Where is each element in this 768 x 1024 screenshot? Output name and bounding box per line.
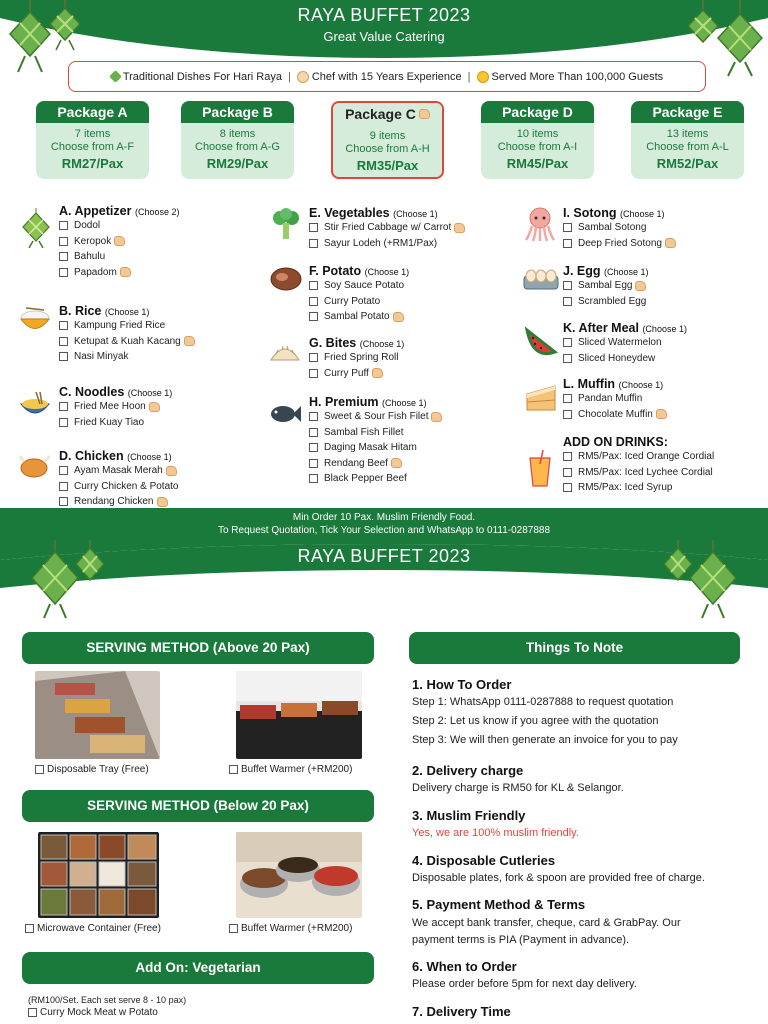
- ketupat-icon: [109, 70, 122, 83]
- checkbox[interactable]: [309, 428, 318, 437]
- checkbox[interactable]: [59, 418, 68, 427]
- footer-line-2: To Request Quotation, Tick Your Selection and WhatsApp to 0111-0287888: [217, 525, 551, 536]
- chef-icon: [297, 71, 309, 83]
- note-muslim-friendly-text: Yes, we are 100% muslim friendly.: [412, 827, 579, 839]
- menu-item[interactable]: Dodol: [59, 218, 179, 234]
- menu-item[interactable]: Kampung Fried Rice: [59, 318, 195, 334]
- disposable-tray-photo: [35, 671, 160, 759]
- note-cutleries-text: Disposable plates, fork & spoon are provided free of charge.: [412, 872, 705, 884]
- note-delivery-time-title: 7. Delivery Time: [412, 1004, 511, 1019]
- checkbox[interactable]: [309, 369, 318, 378]
- note-payment-text-1: We accept bank transfer, cheque, card & GrabPay. Our: [412, 917, 681, 929]
- category-title: F. Potato (Choose 1): [309, 264, 410, 278]
- category-title: E. Vegetables (Choose 1): [309, 206, 438, 220]
- thumbs-up-icon: [149, 402, 160, 412]
- menu-item[interactable]: Deep Fried Sotong: [563, 236, 676, 252]
- package-name: Package C: [333, 103, 442, 125]
- checkbox[interactable]: [28, 1008, 37, 1017]
- category-title: C. Noodles (Choose 1): [59, 385, 173, 399]
- checkbox[interactable]: [563, 452, 572, 461]
- checkbox[interactable]: [563, 223, 572, 232]
- serving-below-header: SERVING METHOD (Below 20 Pax): [22, 790, 374, 822]
- thumbs-up-icon: [393, 312, 404, 322]
- rice-bowl-icon: [18, 304, 52, 336]
- fish-icon: [268, 400, 302, 428]
- ketupat-icon: [20, 208, 52, 248]
- menu-item[interactable]: Ketupat & Kuah Kacang: [59, 334, 195, 350]
- menu-item[interactable]: Sliced Watermelon: [563, 335, 687, 351]
- menu-item[interactable]: Sambal Fish Fillet: [309, 425, 442, 441]
- menu-item[interactable]: Scrambled Egg: [563, 294, 649, 310]
- checkbox[interactable]: [309, 474, 318, 483]
- page-subtitle: Great Value Catering: [323, 29, 445, 44]
- category-title: ADD ON DRINKS:: [563, 435, 668, 449]
- package-d-card[interactable]: [481, 101, 594, 179]
- package-price: RM29/Pax: [206, 156, 269, 171]
- thumbs-up-icon: [431, 412, 442, 422]
- category-muffin: [563, 377, 667, 422]
- option-curry-mock-meat[interactable]: Curry Mock Meat w Potato: [28, 1007, 158, 1018]
- checkbox[interactable]: [563, 297, 572, 306]
- package-items: 10 items: [516, 128, 559, 140]
- note-step-1: Step 1: WhatsApp 0111-0287888 to request quotation: [412, 696, 674, 708]
- category-add-on-drinks: [563, 435, 714, 496]
- category-title: J. Egg (Choose 1): [563, 264, 649, 278]
- divider: |: [287, 70, 291, 83]
- thumbs-up-icon: [120, 267, 131, 277]
- package-range: Choose from A-I: [497, 141, 578, 153]
- menu-item[interactable]: Daging Masak Hitam: [309, 440, 442, 456]
- dumpling-icon: [268, 340, 302, 368]
- menu-item[interactable]: Ayam Masak Merah: [59, 463, 179, 479]
- menu-item[interactable]: Black Pepper Beef: [309, 471, 442, 487]
- category-title: H. Premium (Choose 1): [309, 395, 427, 409]
- checkbox[interactable]: [59, 237, 68, 246]
- menu-item[interactable]: Sambal Sotong: [563, 220, 676, 236]
- page2-title: RAYA BUFFET 2023: [297, 546, 471, 566]
- checkbox[interactable]: [563, 354, 572, 363]
- checkbox[interactable]: [309, 459, 318, 468]
- page-title: RAYA BUFFET 2023: [297, 5, 471, 25]
- drink-icon: [527, 450, 553, 488]
- menu-item[interactable]: Sambal Egg: [563, 278, 649, 294]
- menu-item[interactable]: RM5/Pax: Iced Lychee Cordial: [563, 465, 714, 481]
- veg-note: (RM100/Set. Each set serve 8 - 10 pax): [28, 995, 187, 1005]
- menu-item[interactable]: Curry Chicken & Potato: [59, 479, 179, 495]
- menu-item[interactable]: Bahulu: [59, 249, 179, 265]
- note-payment-text-2: payment terms is PIA (Payment in advance).: [412, 934, 630, 946]
- package-name: Package E: [631, 101, 744, 123]
- package-price: RM27/Pax: [61, 156, 124, 171]
- thumbs-up-icon: [372, 368, 383, 378]
- menu-item[interactable]: Sweet & Sour Fish Filet: [309, 409, 442, 425]
- microwave-container-photo: [38, 832, 159, 918]
- watermelon-icon: [523, 322, 559, 358]
- checkbox[interactable]: [563, 239, 572, 248]
- checkbox[interactable]: [59, 221, 68, 230]
- category-title: A. Appetizer (Choose 2): [59, 204, 180, 218]
- menu-item[interactable]: Nasi Minyak: [59, 349, 195, 365]
- buffet-warmer-small-photo: [236, 832, 362, 918]
- note-how-to-order-title: 1. How To Order: [412, 677, 512, 692]
- checkbox[interactable]: [309, 412, 318, 421]
- category-after-meal: [563, 321, 687, 366]
- thumbs-up-icon: [157, 497, 168, 507]
- checkbox[interactable]: [563, 281, 572, 290]
- menu-item[interactable]: Pandan Muffin: [563, 391, 667, 407]
- menu-item[interactable]: Chocolate Muffin: [563, 407, 667, 423]
- note-muslim-friendly-title: 3. Muslim Friendly: [412, 808, 526, 823]
- category-title: I. Sotong (Choose 1): [563, 206, 665, 220]
- option-buffet-warmer[interactable]: Buffet Warmer (+RM200): [229, 764, 352, 775]
- package-items: 8 items: [219, 128, 256, 140]
- checkbox[interactable]: [59, 497, 68, 506]
- package-range: Choose from A-G: [195, 141, 280, 153]
- thumbs-up-icon: [391, 458, 402, 468]
- package-name: Package A: [36, 101, 149, 123]
- smile-icon: [477, 71, 489, 83]
- category-noodles: [59, 385, 172, 430]
- option-buffet-warmer-small[interactable]: Buffet Warmer (+RM200): [229, 923, 352, 934]
- ketupat-decoration-icon: [658, 540, 748, 620]
- package-name: Package D: [481, 101, 594, 123]
- things-to-note-header: Things To Note: [409, 632, 740, 664]
- ketupat-decoration-icon: [20, 540, 110, 620]
- menu-item[interactable]: Rendang Beef: [309, 456, 442, 472]
- package-items: 9 items: [369, 130, 406, 142]
- package-range: Choose from A-H: [345, 143, 430, 155]
- option-disposable-tray[interactable]: Disposable Tray (Free): [35, 764, 149, 775]
- checkbox[interactable]: [563, 468, 572, 477]
- checkbox[interactable]: [309, 223, 318, 232]
- package-price: RM52/Pax: [656, 156, 719, 171]
- category-sotong: [563, 206, 676, 251]
- checkbox[interactable]: [563, 410, 572, 419]
- menu-item[interactable]: Curry Puff: [309, 366, 404, 382]
- checkbox[interactable]: [25, 924, 34, 933]
- package-items: 13 items: [666, 128, 709, 140]
- checkbox[interactable]: [59, 352, 68, 361]
- checkbox[interactable]: [309, 281, 318, 290]
- note-cutleries-title: 4. Disposable Cutleries: [412, 853, 556, 868]
- menu-item[interactable]: Papadom: [59, 265, 179, 281]
- menu-item[interactable]: Fried Spring Roll: [309, 350, 404, 366]
- thumbs-up-icon: [656, 409, 667, 419]
- package-range: Choose from A-L: [646, 141, 729, 153]
- menu-item[interactable]: Rendang Chicken: [59, 494, 179, 510]
- package-range: Choose from A-F: [50, 141, 135, 153]
- broccoli-icon: [270, 208, 302, 242]
- checkbox[interactable]: [229, 924, 238, 933]
- checkbox[interactable]: [59, 482, 68, 491]
- feature-item: Chef with 15 Years Experience: [297, 71, 462, 83]
- option-microwave-container[interactable]: Microwave Container (Free): [25, 923, 161, 934]
- buffet-warmer-photo: [236, 671, 362, 759]
- package-b-card[interactable]: [181, 101, 294, 179]
- menu-item[interactable]: RM5/Pax: Iced Orange Cordial: [563, 449, 714, 465]
- thumbs-up-icon: [166, 466, 177, 476]
- category-title: G. Bites (Choose 1): [309, 336, 405, 350]
- package-items: 7 items: [74, 128, 111, 140]
- checkbox[interactable]: [309, 239, 318, 248]
- checkbox[interactable]: [309, 353, 318, 362]
- feature-item: Served More Than 100,000 Guests: [477, 71, 664, 83]
- thumbs-up-icon: [635, 281, 646, 291]
- note-delivery-charge-title: 2. Delivery charge: [412, 763, 524, 778]
- category-vegetables: [309, 206, 465, 251]
- note-payment-title: 5. Payment Method & Terms: [412, 897, 586, 912]
- note-delivery-charge-text: Delivery charge is RM50 for KL & Selangor.: [412, 782, 624, 794]
- page2-subtitle: Great Value Catering: [323, 572, 445, 587]
- cake-icon: [523, 380, 559, 414]
- category-title: K. After Meal (Choose 1): [563, 321, 687, 335]
- category-title: B. Rice (Choose 1): [59, 304, 150, 318]
- menu-item[interactable]: Keropok: [59, 234, 179, 250]
- note-when-to-order-text: Please order before 5pm for next day delivery.: [412, 978, 637, 990]
- note-step-3: Step 3: We will then generate an invoice for you to pay: [412, 734, 678, 746]
- menu-item[interactable]: Stir Fried Cabbage w/ Carrot: [309, 220, 465, 236]
- category-potato: [309, 264, 409, 325]
- checkbox[interactable]: [59, 466, 68, 475]
- thumbs-up-icon: [419, 109, 430, 119]
- note-step-2: Step 2: Let us know if you agree with the quotation: [412, 715, 659, 727]
- serving-above-header: SERVING METHOD (Above 20 Pax): [22, 632, 374, 664]
- category-rice: [59, 304, 195, 365]
- checkbox[interactable]: [35, 765, 44, 774]
- checkbox[interactable]: [229, 765, 238, 774]
- divider: |: [467, 70, 471, 83]
- chicken-icon: [18, 452, 52, 480]
- package-a-card[interactable]: [36, 101, 149, 179]
- note-when-to-order-title: 6. When to Order: [412, 959, 517, 974]
- menu-item[interactable]: Fried Kuay Tiao: [59, 415, 172, 431]
- checkbox[interactable]: [309, 297, 318, 306]
- package-price: RM35/Pax: [356, 158, 419, 173]
- package-e-card[interactable]: [631, 101, 744, 179]
- category-chicken: [59, 449, 179, 510]
- egg-tray-icon: [523, 264, 559, 292]
- footer-line-1: Min Order 10 Pax. Muslim Friendly Food.: [292, 512, 476, 523]
- checkbox[interactable]: [309, 443, 318, 452]
- noodles-icon: [18, 390, 52, 420]
- checkbox[interactable]: [563, 338, 572, 347]
- thumbs-up-icon: [454, 223, 465, 233]
- category-egg: [563, 264, 649, 309]
- thumbs-up-icon: [665, 238, 676, 248]
- package-c-card[interactable]: [331, 101, 444, 179]
- menu-item[interactable]: Curry Potato: [309, 294, 409, 310]
- addon-vegetarian-header: Add On: Vegetarian: [22, 952, 374, 984]
- menu-item[interactable]: Sliced Honeydew: [563, 351, 687, 367]
- squid-icon: [523, 206, 557, 242]
- feature-bar: [68, 61, 706, 92]
- category-title: L. Muffin (Choose 1): [563, 377, 664, 391]
- category-title: D. Chicken (Choose 1): [59, 449, 172, 463]
- checkbox[interactable]: [309, 312, 318, 321]
- package-price: RM45/Pax: [506, 156, 569, 171]
- menu-item[interactable]: Soy Sauce Potato: [309, 278, 409, 294]
- checkbox[interactable]: [59, 337, 68, 346]
- category-appetizer: [59, 204, 179, 280]
- menu-item[interactable]: Sambal Potato: [309, 309, 409, 325]
- menu-item[interactable]: Fried Mee Hoon: [59, 399, 172, 415]
- potato-icon: [270, 266, 302, 292]
- menu-item[interactable]: Sayur Lodeh (+RM1/Pax): [309, 236, 465, 252]
- category-premium: [309, 395, 442, 487]
- checkbox[interactable]: [59, 321, 68, 330]
- category-bites: [309, 336, 404, 381]
- thumbs-up-icon: [114, 236, 125, 246]
- checkbox[interactable]: [563, 483, 572, 492]
- thumbs-up-icon: [184, 336, 195, 346]
- feature-item: Traditional Dishes For Hari Raya: [111, 71, 282, 83]
- checkbox[interactable]: [563, 394, 572, 403]
- checkbox[interactable]: [59, 402, 68, 411]
- checkbox[interactable]: [59, 252, 68, 261]
- checkbox[interactable]: [59, 268, 68, 277]
- menu-item[interactable]: RM5/Pax: Iced Syrup: [563, 480, 714, 496]
- package-name: Package B: [181, 101, 294, 123]
